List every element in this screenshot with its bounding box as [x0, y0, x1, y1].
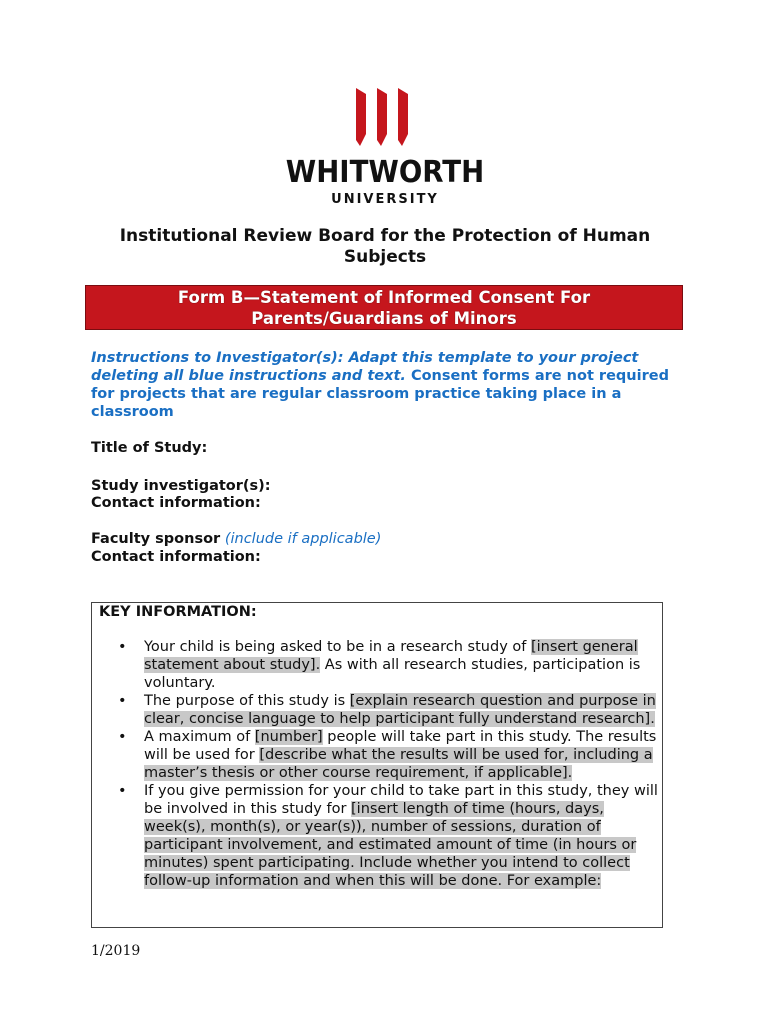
- bullet-placeholder: [number]: [254, 729, 323, 745]
- form-banner-line1: Form B—Statement of Informed Consent For: [177, 288, 591, 307]
- list-item: [118, 638, 662, 692]
- faculty-sponsor-label: Faculty sponsor: [91, 531, 221, 547]
- list-item: [118, 728, 662, 782]
- instructions-rest: Consent forms are not required for projects that are regular classroom practice taking place in a classroom: [91, 368, 669, 420]
- faculty-sponsor-row: [91, 530, 681, 548]
- bullet-placeholder: [insert length of time (hours, days, week(s), month(s), or year(s)), number of sessions, duration of participant involvement, and estimated amount of time (in hours or minutes) spent participating. Include whether you intend to collect follow-up information and when this will be done. For example:: [144, 801, 637, 889]
- bullet-placeholder: [explain research question and purpose in clear, concise language to help participant fully understand research].: [144, 693, 656, 727]
- study-investigators-label: Study investigator(s):: [91, 478, 271, 494]
- logo-subtitle: UNIVERSITY: [331, 192, 439, 207]
- key-information-list: [92, 638, 662, 890]
- contact-info-label-2: Contact information:: [91, 549, 261, 565]
- form-banner: [85, 285, 683, 330]
- title-of-study-label: Title of Study:: [91, 440, 208, 456]
- bullet-icon: •: [118, 693, 127, 709]
- key-information-box: [91, 602, 663, 928]
- bullet-text: The purpose of this study is: [144, 693, 350, 709]
- university-logo: [0, 88, 770, 207]
- logo-wordmark: WHITWORTH: [285, 155, 485, 190]
- faculty-sponsor-note: (include if applicable): [224, 531, 382, 547]
- investigator-instructions: [91, 349, 681, 421]
- whitworth-mark-icon: [355, 88, 415, 146]
- page-title-line2: Subjects: [343, 247, 427, 267]
- bullet-placeholder: [describe what the results will be used for, including a master’s thesis or other course requirement, if applicable].: [144, 747, 653, 781]
- list-item: [118, 782, 662, 890]
- bullet-text: If you give permission for your child to take part in this study, they will be involved in this study for: [144, 783, 658, 817]
- page-title-line1: Institutional Review Board for the Protection of Human: [119, 226, 651, 246]
- page-title: [90, 226, 680, 268]
- bullet-icon: •: [118, 783, 127, 799]
- bullet-text: As with all research studies, participation is voluntary.: [144, 657, 641, 691]
- bullet-icon: •: [118, 639, 127, 655]
- list-item: [118, 692, 662, 728]
- key-information-heading: KEY INFORMATION:: [99, 604, 257, 620]
- bullet-text: people will take part in this study. The results will be used for: [144, 729, 657, 763]
- bullet-icon: •: [118, 729, 127, 745]
- instructions-lead: Instructions to Investigator(s): Adapt this template to your project deleting all blue instructions and text.: [91, 350, 639, 384]
- bullet-text: A maximum of: [144, 729, 255, 745]
- form-banner-line2: Parents/Guardians of Minors: [251, 308, 517, 328]
- footer-date: 1/2019: [91, 943, 141, 959]
- bullet-text: Your child is being asked to be in a research study of: [144, 639, 531, 655]
- bullet-placeholder: [insert general statement about study].: [144, 639, 638, 673]
- contact-info-label-1: Contact information:: [91, 495, 261, 511]
